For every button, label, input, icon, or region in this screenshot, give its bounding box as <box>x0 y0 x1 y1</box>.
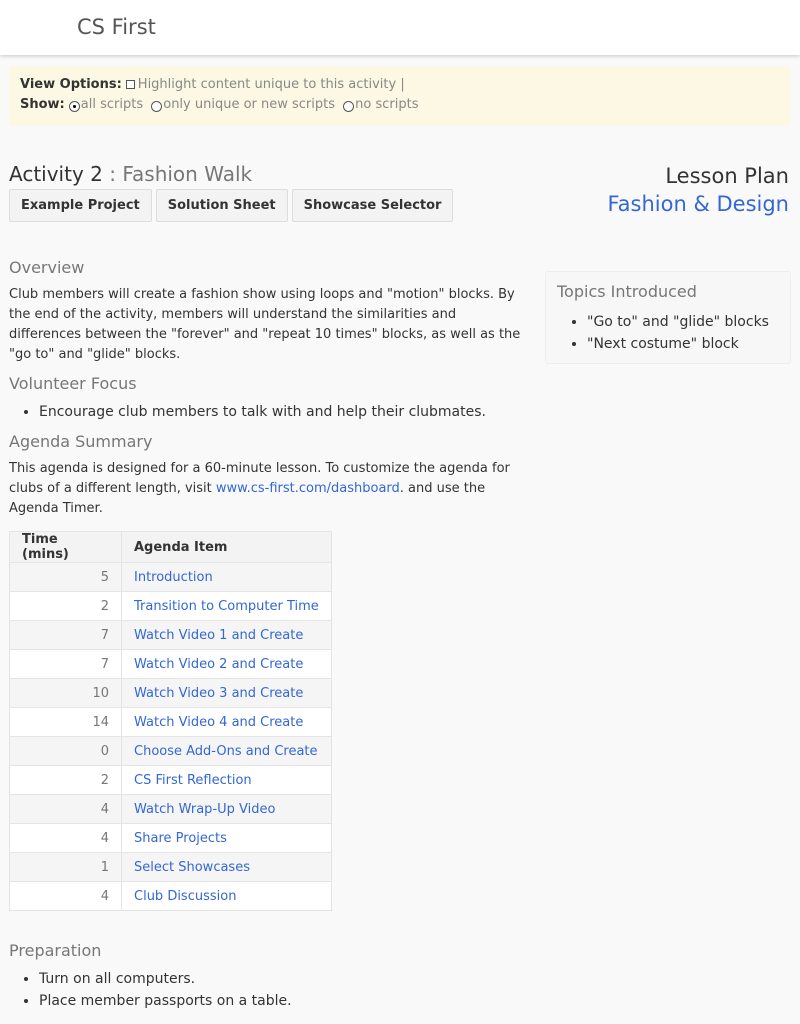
table-row <box>10 795 332 824</box>
table-row <box>10 853 332 882</box>
table-row <box>10 766 332 795</box>
table-row <box>10 650 332 679</box>
agenda-item-link[interactable]: Club Discussion <box>134 888 237 904</box>
dashboard-link[interactable]: www.cs-first.com/dashboard <box>215 481 400 496</box>
time-cell: 14 <box>10 708 122 737</box>
agenda-item-link[interactable]: Introduction <box>134 569 213 585</box>
overview-heading: Overview <box>9 258 85 277</box>
time-cell: 0 <box>10 737 122 766</box>
radio-unique-label: only unique or new scripts <box>163 97 336 112</box>
agenda-heading: Agenda Summary <box>9 432 153 451</box>
table-row <box>10 592 332 621</box>
agenda-item-link[interactable]: Choose Add-Ons and Create <box>134 743 318 759</box>
agenda-item-link[interactable]: Watch Video 2 and Create <box>134 656 304 672</box>
time-cell: 1 <box>10 853 122 882</box>
solution-sheet-button[interactable]: Solution Sheet <box>156 189 288 222</box>
lesson-plan-label: Lesson Plan <box>665 164 789 188</box>
highlight-checkbox[interactable] <box>126 80 135 89</box>
list-item: • "Go to" and "glide" blocks <box>587 311 779 333</box>
time-cell: 7 <box>10 621 122 650</box>
table-row <box>10 882 332 911</box>
view-options-panel <box>9 66 790 126</box>
highlight-label: Highlight content unique to this activity | <box>137 77 405 92</box>
time-cell: 7 <box>10 650 122 679</box>
overview-text: Club members will create a fashion show using loops and "motion" blocks. By the end of the activity, members will understand the similarities and differences between the "forever" and "repeat 10 times" blocks, as well as the "go to" and "glide" blocks. <box>9 287 521 362</box>
agenda-text: This agenda is designed for a 60-minute lesson. To customize the agenda for clubs of a different length, visit www.cs-first.com/dashboard. and use the Agenda Timer. <box>9 461 510 516</box>
radio-unique-scripts[interactable] <box>151 101 162 112</box>
view-options-label: View Options: <box>20 77 122 92</box>
example-project-button[interactable]: Example Project <box>9 189 152 222</box>
showcase-selector-button[interactable]: Showcase Selector <box>292 189 454 222</box>
list-item: • Place member passports on a table. <box>39 990 524 1012</box>
agenda-item-link[interactable]: Transition to Computer Time <box>134 598 319 614</box>
time-cell: 2 <box>10 592 122 621</box>
agenda-item-link[interactable]: Watch Video 1 and Create <box>134 627 304 643</box>
agenda-item-link[interactable]: Share Projects <box>134 830 227 846</box>
time-cell: 4 <box>10 795 122 824</box>
radio-none-label: no scripts <box>355 97 419 112</box>
agenda-table <box>9 531 332 911</box>
col-item: Agenda Item <box>122 532 332 563</box>
list-item: • Encourage club members to talk with and help their clubmates. <box>39 401 524 423</box>
list-item: • "Next costume" block <box>587 333 779 355</box>
topics-panel <box>545 271 791 364</box>
topics-heading: Topics Introduced <box>557 282 697 301</box>
theme-link[interactable]: Fashion & Design <box>607 192 789 216</box>
radio-all-scripts[interactable] <box>69 101 80 112</box>
table-row <box>10 563 332 592</box>
agenda-item-link[interactable]: Watch Video 4 and Create <box>134 714 304 730</box>
table-row <box>10 824 332 853</box>
agenda-item-link[interactable]: Watch Wrap-Up Video <box>134 801 276 817</box>
table-row <box>10 737 332 766</box>
col-time: Time (mins) <box>10 532 122 563</box>
time-cell: 4 <box>10 882 122 911</box>
activity-number: Activity 2 <box>9 162 103 186</box>
agenda-item-link[interactable]: Watch Video 3 and Create <box>134 685 304 701</box>
time-cell: 10 <box>10 679 122 708</box>
table-row <box>10 708 332 737</box>
agenda-item-link[interactable]: CS First Reflection <box>134 772 252 788</box>
page-title <box>9 162 252 186</box>
table-row <box>10 621 332 650</box>
table-row <box>10 679 332 708</box>
time-cell: 4 <box>10 824 122 853</box>
brand-logo[interactable]: CS First <box>77 15 156 39</box>
radio-no-scripts[interactable] <box>343 101 354 112</box>
activity-title: : Fashion Walk <box>109 162 253 186</box>
volunteer-heading: Volunteer Focus <box>9 374 137 393</box>
agenda-item-link[interactable]: Select Showcases <box>134 859 250 875</box>
preparation-heading: Preparation <box>9 941 102 960</box>
list-item: • Turn on all computers. <box>39 968 524 990</box>
top-bar <box>0 0 800 55</box>
time-cell: 5 <box>10 563 122 592</box>
radio-all-label: all scripts <box>80 97 144 112</box>
show-label: Show: <box>20 97 65 112</box>
time-cell: 2 <box>10 766 122 795</box>
